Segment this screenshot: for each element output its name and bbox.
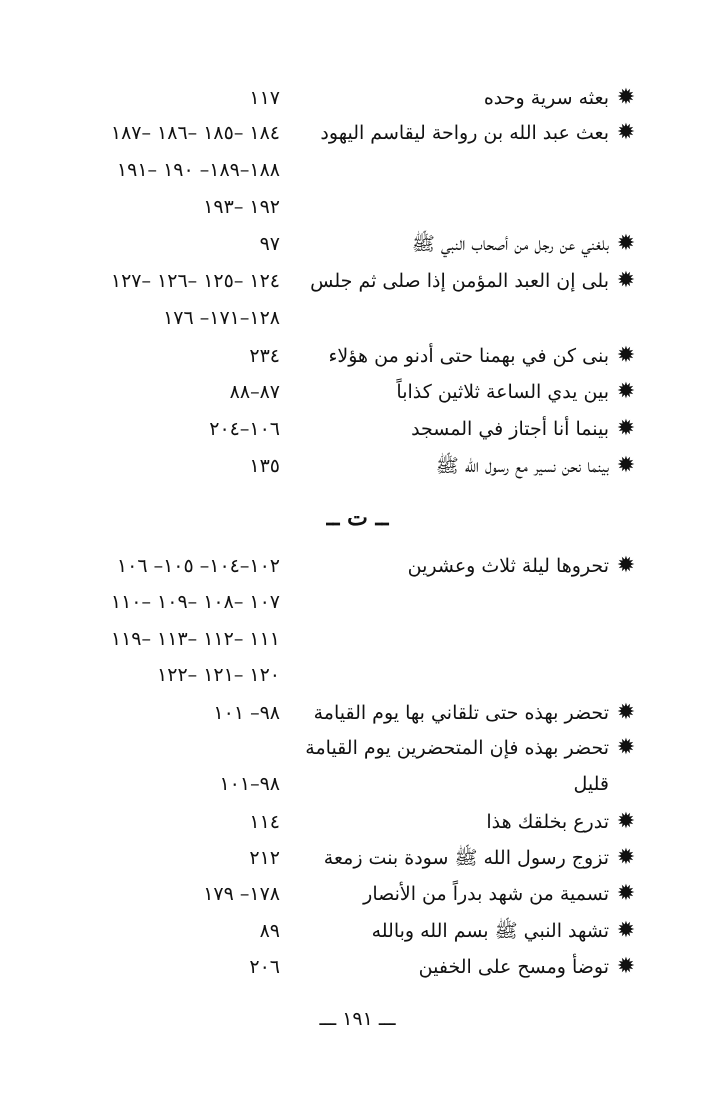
star-bullet-icon: ✹ — [616, 735, 636, 760]
index-entry-text: تسمية من شهد بدراً من الأنصار — [363, 883, 609, 905]
index-row — [0, 842, 715, 876]
page-references: ١٩٢ –١٩٣ — [203, 196, 280, 218]
index-row — [0, 915, 715, 949]
index-row — [0, 117, 715, 151]
page-references: ١١٤ — [249, 811, 280, 833]
index-entry-text: بينما أنا أجتاز في المسجد — [411, 418, 609, 440]
index-entry-text: بينما نحن نسير مع رسول الله ﷺ — [435, 455, 609, 477]
page-references: ١٢٨–١٧١– ١٧٦ — [163, 307, 280, 329]
star-bullet-icon: ✹ — [616, 954, 636, 979]
page-references: ١٧٨– ١٧٩ — [203, 883, 280, 905]
page-references: ٢٠٦ — [249, 956, 280, 978]
page-references: ٨٩ — [259, 920, 280, 942]
star-bullet-icon: ✹ — [616, 268, 636, 293]
index-row — [0, 228, 715, 262]
index-row — [0, 413, 715, 447]
star-bullet-icon: ✹ — [616, 918, 636, 943]
index-entry-text: تحضر بهذه حتى تلقاني بها يوم القيامة — [313, 702, 609, 724]
star-bullet-icon: ✹ — [616, 120, 636, 145]
star-bullet-icon: ✹ — [616, 809, 636, 834]
page-references: ٢٣٤ — [249, 345, 280, 367]
page-references: ١٠٢–١٠٤– ١٠٥– ١٠٦ — [116, 555, 280, 577]
index-row — [0, 732, 715, 766]
index-entry-text: قليل — [573, 773, 609, 795]
index-row — [0, 265, 715, 299]
index-entry-text: تحضر بهذه فإن المتحضرين يوم القيامة — [305, 737, 609, 759]
index-row — [0, 697, 715, 731]
star-bullet-icon: ✹ — [616, 553, 636, 578]
star-bullet-icon: ✹ — [616, 231, 636, 256]
index-entry-text: تزوج رسول الله ﷺ سودة بنت زمعة — [323, 847, 609, 869]
index-entry-text: توضأ ومسح على الخفين — [418, 956, 609, 978]
star-bullet-icon: ✹ — [616, 845, 636, 870]
index-entry-text: تشهد النبي ﷺ بسم الله وبالله — [371, 920, 609, 942]
index-entry-text: بين يدي الساعة ثلاثين كذاباً — [396, 381, 609, 403]
page-references: ٩٧ — [259, 233, 280, 255]
star-bullet-icon: ✹ — [616, 416, 636, 441]
index-row — [0, 82, 715, 116]
page-references: ١٠٧ –١٠٨ –١٠٩ –١١٠ — [110, 591, 280, 613]
index-entry-text: بلى إن العبد المؤمن إذا صلى ثم جلس — [310, 270, 609, 292]
page-references: ١٠٦–٢٠٤ — [209, 418, 280, 440]
page-references: ١٢٤ –١٢٥ –١٢٦ –١٢٧ — [110, 270, 280, 292]
index-row-continuation — [0, 154, 715, 188]
section-heading: ــ ت ــ — [326, 505, 389, 531]
star-bullet-icon: ✹ — [616, 881, 636, 906]
index-entry-text: بلغني عن رجل من أصحاب النبي ﷺ — [411, 233, 609, 255]
page-references: ٩٨–١٠١ — [219, 773, 280, 795]
page-references: ٩٨– ١٠١ — [213, 702, 280, 724]
page-references: ٢١٢ — [249, 847, 280, 869]
index-row-continuation — [0, 768, 715, 802]
index-entry-text: بعثه سرية وحده — [483, 87, 609, 109]
index-row — [0, 376, 715, 410]
index-row — [0, 806, 715, 840]
index-entry-text: بنى كن في بهمنا حتى أدنو من هؤلاء — [328, 345, 609, 367]
index-row — [0, 340, 715, 374]
index-row — [0, 550, 715, 584]
page-number: ـــ ١٩١ ـــ — [319, 1008, 396, 1030]
index-entry-text: تحروها ليلة ثلاث وعشرين — [407, 555, 609, 577]
page-references: ١٨٤ –١٨٥ –١٨٦ –١٨٧ — [110, 122, 280, 144]
page-references: ١٢٠ –١٢١ –١٢٢ — [157, 664, 280, 686]
index-row-continuation — [0, 623, 715, 657]
page-references: ١١١ –١١٢ –١١٣ –١١٩ — [110, 628, 280, 650]
index-row-continuation — [0, 302, 715, 336]
index-row — [0, 450, 715, 484]
page-references: ١٣٥ — [249, 455, 280, 477]
index-row — [0, 878, 715, 912]
index-entry-text: تدرع بخلقك هذا — [486, 811, 609, 833]
index-entry-text: بعث عبد الله بن رواحة ليقاسم اليهود — [320, 122, 609, 144]
star-bullet-icon: ✹ — [616, 453, 636, 478]
index-row — [0, 951, 715, 985]
page-references: ١١٧ — [249, 87, 280, 109]
index-row-continuation — [0, 191, 715, 225]
star-bullet-icon: ✹ — [616, 343, 636, 368]
page-references: ٨٧–٨٨ — [229, 381, 280, 403]
star-bullet-icon: ✹ — [616, 85, 636, 110]
index-row-continuation — [0, 659, 715, 693]
page-references: ١٨٨–١٨٩– ١٩٠ –١٩١ — [116, 159, 280, 181]
star-bullet-icon: ✹ — [616, 700, 636, 725]
star-bullet-icon: ✹ — [616, 379, 636, 404]
index-row-continuation — [0, 586, 715, 620]
